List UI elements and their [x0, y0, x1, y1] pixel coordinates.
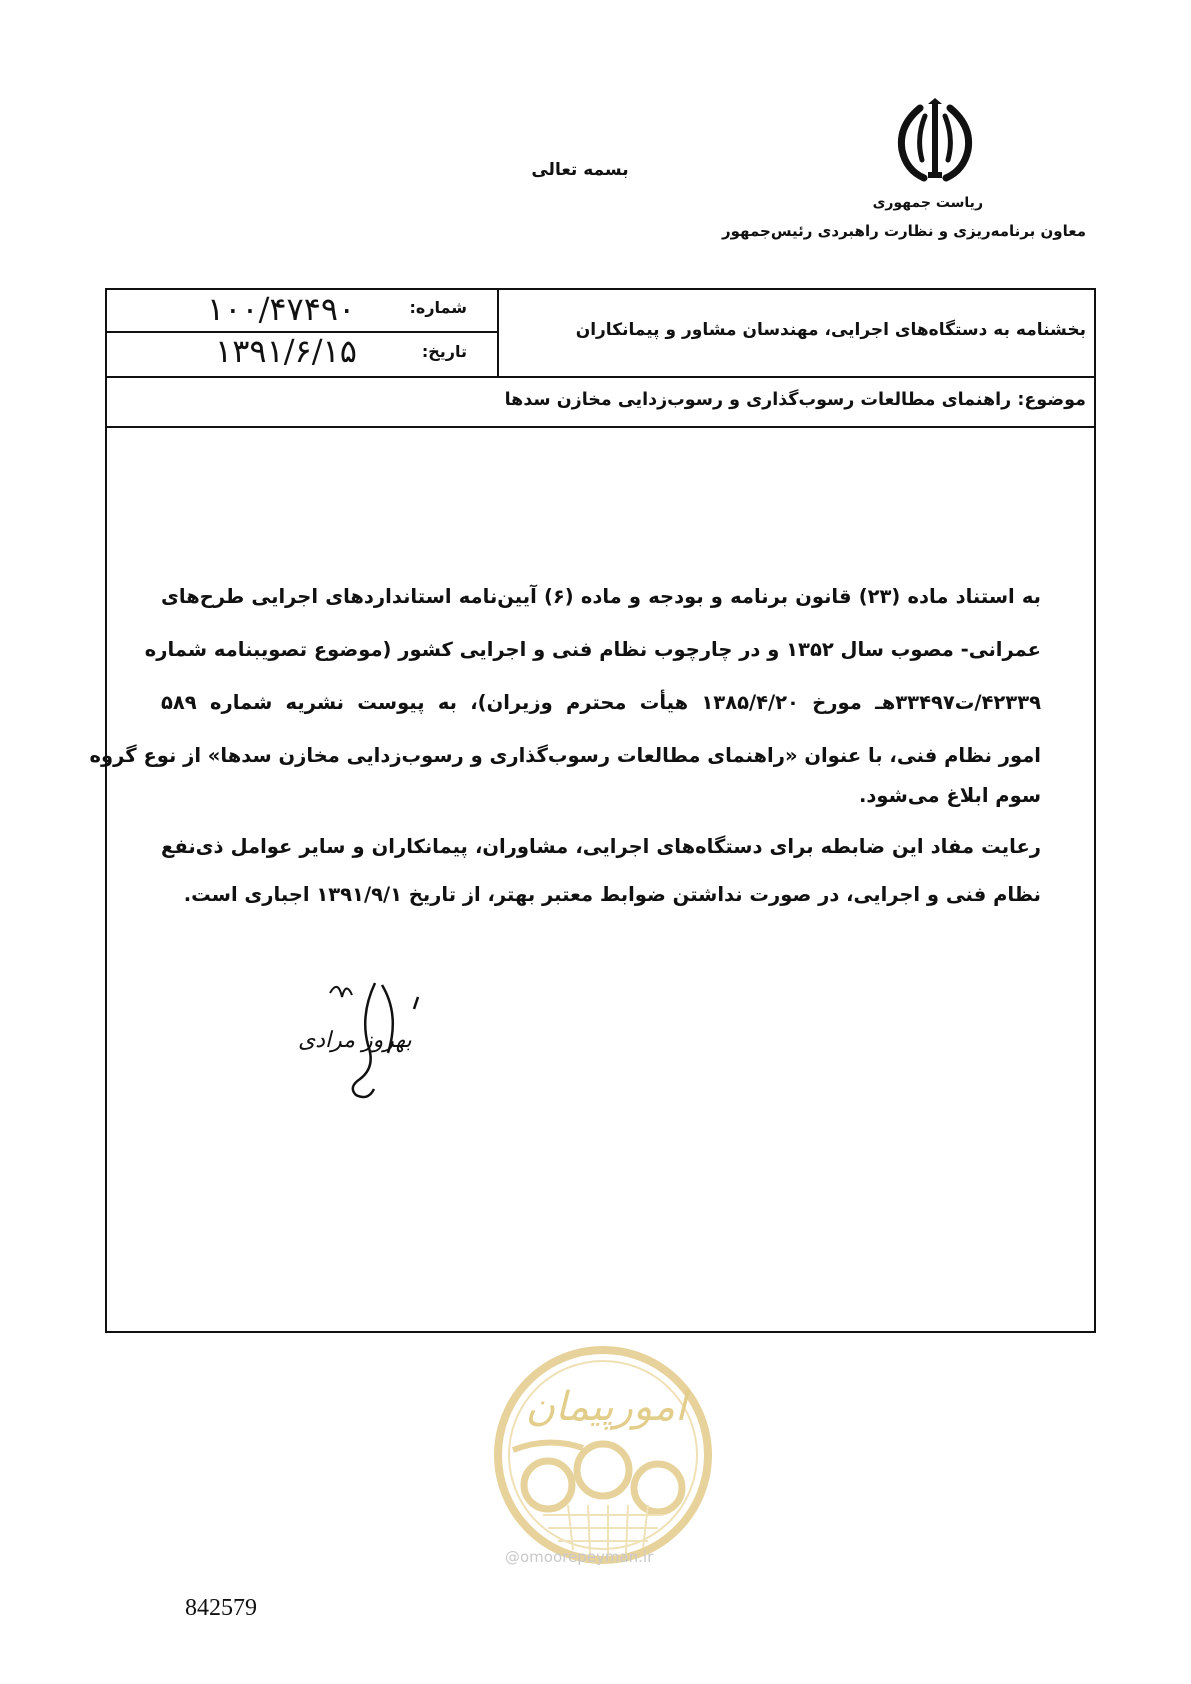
body-line-2: عمرانی- مصوب سال ۱۳۵۲ و در چارچوب نظام فنی و اجرایی کشور (موضوع تصویبنامه شماره	[144, 638, 1041, 661]
body-line-1: به استناد ماده (۲۳) قانون برنامه و بودجه و ماده (۶) آیین‌نامه استانداردهای اجرایی طرح‌های	[161, 585, 1041, 608]
bismillah-text: بسمه تعالی	[531, 160, 629, 180]
subject-text: موضوع: راهنمای مطالعات رسوب‌گذاری و رسوب‌زدایی مخازن سدها	[504, 390, 1086, 410]
body-line-4-pre: امور نظام فنی، با عنوان «	[784, 744, 1041, 767]
signature-name: بهروز مرادی	[298, 1028, 412, 1053]
date-value: ۱۳۹۱/۶/۱۵	[215, 332, 357, 370]
guide-title: راهنمای مطالعات رسوب‌گذاری و رسوب‌زدایی مخازن سدها	[220, 744, 785, 767]
number-label: شماره:	[409, 298, 467, 317]
body-line-5: سوم ابلاغ می‌شود.	[858, 784, 1041, 807]
header-divider	[107, 376, 1094, 378]
watermark-url: @omoorepeyman.ir	[505, 1548, 654, 1566]
body-line-4-post: » از نوع گروه	[89, 744, 221, 767]
deputy-title: معاون برنامه‌ریزی و نظارت راهبردی رئیس‌جمهور	[722, 222, 1086, 240]
recipients-text: بخشنامه به دستگاه‌های اجرایی، مهندسان مشاور و پیمانکاران	[575, 320, 1086, 340]
number-value: ۱۰۰/۴۷۴۹۰	[207, 290, 356, 328]
letter-frame	[105, 288, 1096, 1333]
body-line-7: نظام فنی و اجرایی، در صورت نداشتن ضوابط معتبر بهتر، از تاریخ ۱۳۹۱/۹/۱ اجباری است.	[183, 883, 1041, 906]
body-line-3: ۴۲۳۳۹/ت۳۳۴۹۷هـ مورخ ۱۳۸۵/۴/۲۰ هیأت محترم وزیران)، به پیوست نشریه شماره ۵۸۹	[161, 691, 1042, 714]
document-number: 842579	[185, 1595, 257, 1621]
body-line-4	[89, 742, 1041, 770]
header-vertical-divider	[497, 290, 499, 377]
iran-emblem-icon	[890, 98, 980, 184]
seal-text: امورپیمان	[525, 1384, 687, 1430]
omoore-peyman-seal-icon	[488, 1340, 718, 1570]
presidency-title: ریاست جمهوری	[872, 195, 983, 211]
subject-divider	[107, 426, 1094, 428]
date-label: تاریخ:	[421, 342, 467, 361]
body-line-6: رعایت مفاد این ضابطه برای دستگاه‌های اجرایی، مشاوران، پیمانکاران و سایر عوامل ذی‌نفع	[161, 835, 1041, 858]
